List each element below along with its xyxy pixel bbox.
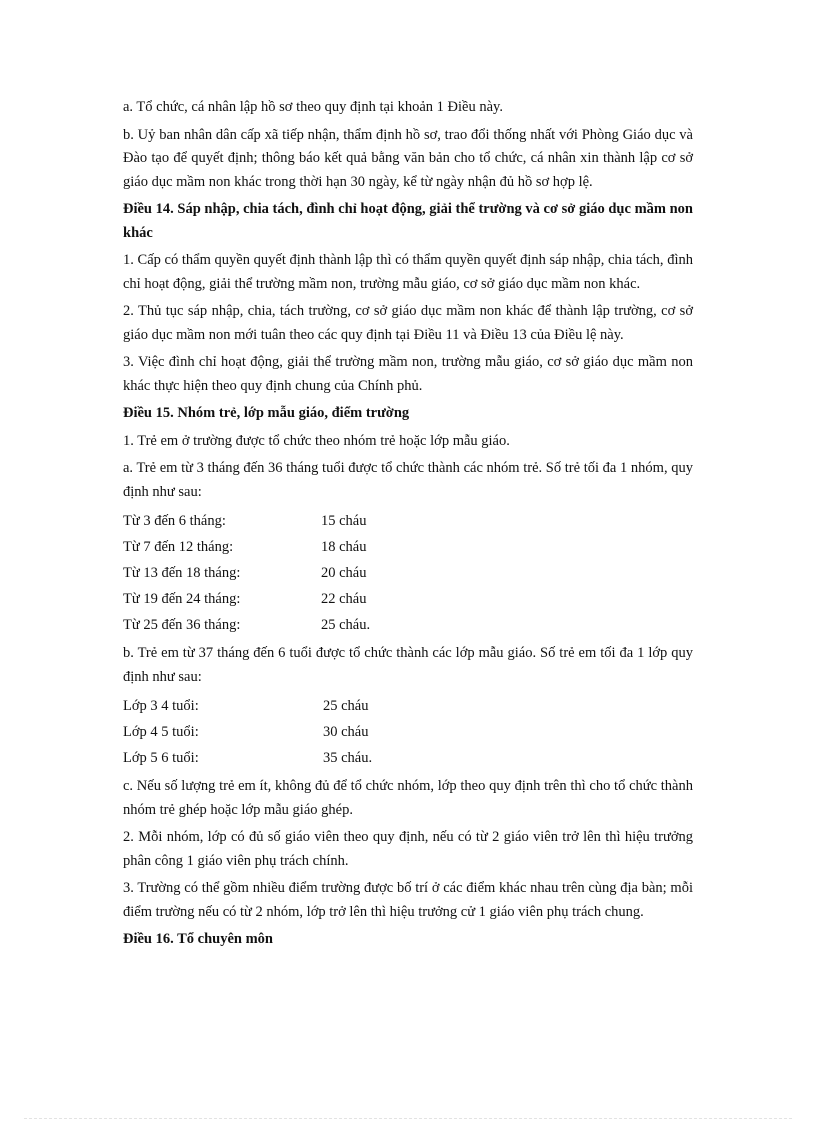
quota-value: 20 cháu (321, 565, 367, 581)
quota-label: Từ 13 đến 18 tháng: (123, 565, 241, 581)
quota-row (123, 745, 693, 771)
quota-row (123, 560, 693, 586)
quota-row (123, 693, 693, 719)
paragraph: a. Trẻ em từ 3 tháng đến 36 tháng tuổi được tổ chức thành các nhóm trẻ. Số trẻ tối đa 1 nhóm, quy định như sau: (123, 460, 693, 500)
quota-label: Lớp 5 6 tuổi: (123, 750, 199, 766)
paragraph: 3. Trường có thể gồm nhiều điểm trường được bố trí ở các điểm khác nhau trên cùng địa bàn; mỗi điểm trường nếu có từ 2 nhóm, lớp trở lên thì hiệu trưởng cử 1 giáo viên phụ trách chung. (123, 880, 693, 920)
paragraph: 1. Trẻ em ở trường được tổ chức theo nhóm trẻ hoặc lớp mẫu giáo. (123, 432, 510, 449)
paragraph: 2. Thủ tục sáp nhập, chia, tách trường, cơ sở giáo dục mầm non khác để thành lập trường, cơ sở giáo dục mầm non mới tuân theo các quy định tại Điều 11 và Điều 13 của Điều lệ này. (123, 303, 693, 343)
paragraph: 2. Mỗi nhóm, lớp có đủ số giáo viên theo quy định, nếu có từ 2 giáo viên trở lên thì hiệu trưởng phân công 1 giáo viên phụ trách chính. (123, 829, 693, 869)
paragraph: b. Trẻ em từ 37 tháng đến 6 tuổi được tổ chức thành các lớp mẫu giáo. Số trẻ em tối đa 1 lớp quy định như sau: (123, 645, 693, 685)
paragraph: 3. Việc đình chỉ hoạt động, giải thể trường mầm non, trường mẫu giáo, cơ sở giáo dục mầm non khác thực hiện theo quy định chung của Chính phủ. (123, 354, 693, 394)
quota-label: Từ 7 đến 12 tháng: (123, 539, 234, 555)
quota-row (123, 612, 693, 638)
quota-value: 30 cháu (323, 724, 369, 740)
quota-label: Từ 25 đến 36 tháng: (123, 617, 241, 633)
quota-value: 22 cháu (321, 591, 367, 607)
document-page (123, 96, 693, 956)
quota-value: 18 cháu (321, 539, 367, 555)
quota-value: 25 cháu (323, 698, 369, 714)
quota-row (123, 534, 693, 560)
quota-value: 25 cháu. (321, 617, 371, 633)
paragraph: 1. Cấp có thẩm quyền quyết định thành lập thì có thẩm quyền quyết định sáp nhập, chia tách, đình chỉ hoạt động, giải thể trường mầm non, trường mẫu giáo, cơ sở giáo dục mầm non khác. (123, 252, 693, 292)
quota-row (123, 508, 693, 534)
quota-row (123, 719, 693, 745)
article-heading: Điều 16. Tổ chuyên môn (123, 931, 273, 947)
quota-value: 15 cháu (321, 513, 367, 529)
nursery-group-size-list (123, 508, 693, 638)
paragraph: c. Nếu số lượng trẻ em ít, không đủ để tổ chức nhóm, lớp theo quy định trên thì cho tổ chức thành nhóm trẻ ghép hoặc lớp mẫu giáo ghép. (123, 778, 693, 818)
quota-label: Lớp 3 4 tuổi: (123, 698, 199, 714)
article-heading: Điều 14. Sáp nhập, chia tách, đình chỉ hoạt động, giải thể trường và cơ sở giáo dục mầm non khác (123, 201, 693, 241)
quota-label: Từ 3 đến 6 tháng: (123, 513, 226, 529)
page-bottom-divider (24, 1118, 792, 1119)
quota-label: Lớp 4 5 tuổi: (123, 724, 199, 740)
article-heading: Điều 15. Nhóm trẻ, lớp mẫu giáo, điểm trường (123, 405, 410, 421)
quota-label: Từ 19 đến 24 tháng: (123, 591, 241, 607)
kindergarten-class-size-list (123, 693, 693, 771)
paragraph: b. Uỷ ban nhân dân cấp xã tiếp nhận, thẩm định hồ sơ, trao đổi thống nhất với Phòng Giáo dục và Đào tạo để quyết định; thông báo kết quả bằng văn bản cho tổ chức, cá nhân xin thành lập cơ sở giáo dục mầm non khác trong thời hạn 30 ngày, kể từ ngày nhận đủ hồ sơ hợp lệ. (123, 126, 693, 190)
quota-value: 35 cháu. (323, 750, 373, 766)
quota-row (123, 586, 693, 612)
paragraph: a. Tổ chức, cá nhân lập hồ sơ theo quy định tại khoản 1 Điều này. (123, 99, 503, 115)
